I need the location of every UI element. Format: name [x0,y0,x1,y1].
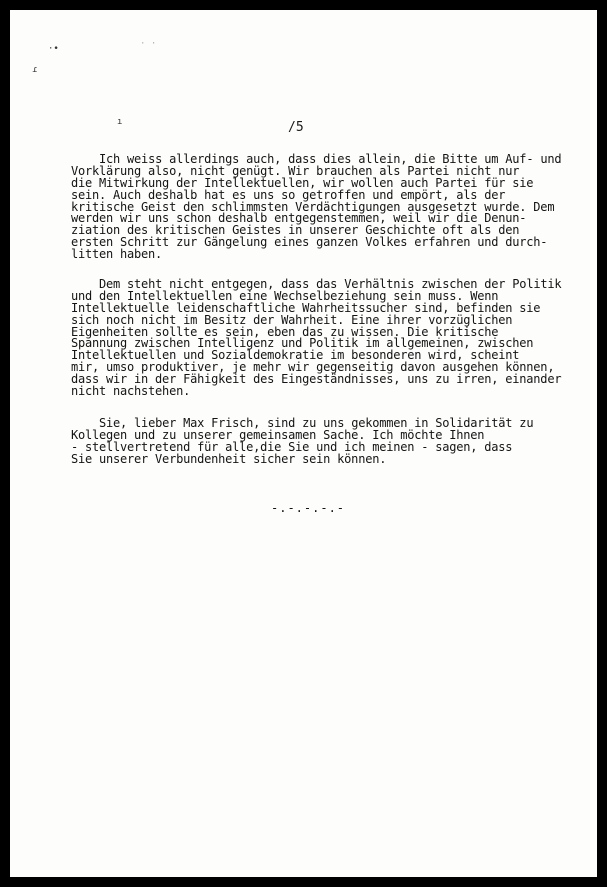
text-line: sein. Auch deshalb hat es uns so getroffen und empört, als der [71,187,506,202]
text-line: Eigenheiten sollte es sein, eben das zu wissen. Die kritische [71,324,499,339]
text-line: mir, umso produktiver, je mehr wir gegenseitig davon ausgehen können, [71,360,555,375]
text-line: sich noch nicht im Besitz der Wahrheit. Eine ihrer vorzüglichen [71,312,513,327]
text-line: die Mitwirkung der Intellektuellen, wir wollen auch Partei für sie [71,175,534,190]
text-line: werden wir uns schon deshalb entgegenstemmen, weil wir die Denun- [71,211,527,226]
text-line: - stellvertretend für alle,die Sie und ich meinen - sagen, dass [71,439,513,454]
scan-speck: ɾ [32,65,38,75]
text-line: Sie unserer Verbundenheit sicher sein können. [71,451,387,466]
paragraph-2 [71,267,591,410]
closing-mark: -.-.-.-.- [271,501,346,515]
text-line: ersten Schritt zur Gängelung eines ganzen Volkes erfahren und durch- [71,235,548,250]
scan-speck: · · [140,39,157,49]
scan-speck: ·• [48,44,59,54]
paragraph-1 [71,142,591,273]
scan-speck: ı [117,117,123,127]
text-line: Kollegen und zu unserer gemeinsamen Sache. Ich möchte Ihnen [71,427,485,442]
text-line: Vorklärung also, nicht genügt. Wir brauchen als Partei nicht nur [71,163,520,178]
text-line: Spannung zwischen Intelligenz und Politik im allgemeinen, zwischen [71,336,534,351]
text-line: Dem steht nicht entgegen, dass das Verhältnis zwischen der Politik [99,276,562,291]
document-page [10,10,597,877]
page-number: /5 [288,120,304,135]
text-line: litten haben. [71,247,163,262]
text-line: und den Intellektuellen eine Wechselbeziehung sein muss. Wenn [71,288,499,303]
text-line: Ich weiss allerdings auch, dass dies allein, die Bitte um Auf- und [99,151,562,166]
text-line: dass wir in der Fähigkeit des Eingeständnisses, uns zu irren, einander [71,372,562,387]
text-line: kritische Geist den schlimmsten Verdächtigungen ausgesetzt wurde. Dem [71,199,555,214]
text-line: nicht nachstehen. [71,384,191,399]
text-line: Intellektuelle leidenschaftliche Wahrheitssucher sind, befinden sie [71,300,541,315]
text-line: Sie, lieber Max Frisch, sind zu uns gekommen in Solidarität zu [99,415,534,430]
text-line: Intellektuellen und Sozialdemokratie im besonderen wird, scheint [71,348,520,363]
paragraph-3 [71,406,591,477]
text-line: ziation des kritischen Geistes in unserer Geschichte oft als den [71,223,520,238]
